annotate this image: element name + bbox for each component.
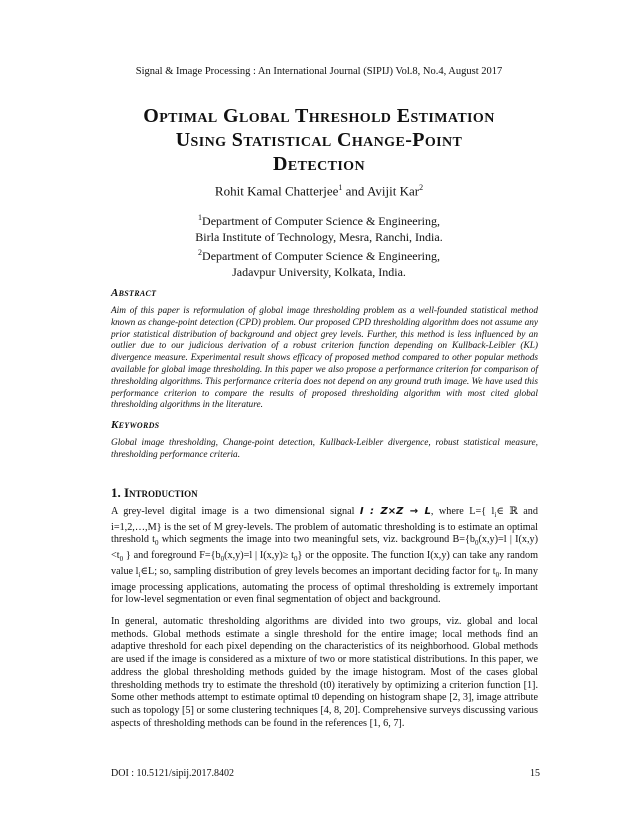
affil-2-sup: 2 bbox=[198, 248, 203, 257]
sub-0-1: 0 bbox=[154, 539, 159, 548]
sub-0-4: 0 bbox=[220, 555, 225, 564]
title-line-2: Using Statistical Change-Point bbox=[175, 129, 463, 151]
p1-text-g: (x,y)=l | I(x,y)≥ t bbox=[224, 550, 295, 562]
p1-text-e: (x,y)=l | I(x,y)<t bbox=[111, 534, 538, 562]
author-1: Rohit Kamal Chatterjee bbox=[214, 183, 339, 199]
keywords-heading: Keywords bbox=[111, 419, 160, 431]
p1-text-h: } or the opposite. The function I(x,y) can take any random value l bbox=[111, 550, 538, 577]
p1-text-b: , where L={ l bbox=[430, 506, 495, 517]
journal-header: Signal & Image Processing : An International Journal (SIPIJ) Vol.8, No.4, August 2017 bbox=[135, 66, 503, 77]
sub-i-2: i bbox=[138, 570, 141, 579]
sub-0-6: 0 bbox=[495, 570, 500, 579]
abstract-text: Aim of this paper is reformulation of global image thresholding problem as a well-founded statistical method known as change-point detection (CPD) problem. Our proposed CPD thresholding algorithm does not assume any prior statistical distribution of background and object grey levels. Further, this method is less influenced by an outlier due to our judicious derivation of a robust criterion function depending on Kullback-Leibler (KL) divergence measure. Experimental result shows efficacy of proposed method compared to other popular methods available for global image thresholding. In this paper we also propose a performance criterion for comparison of thresholding algorithms. This performance criteria does not depend on any ground truth image. We have used this performance criterion to compare the results of proposed thresholding algorithm with most cited global thresholding algorithms in the literature. bbox=[111, 306, 538, 411]
affil-2-line-2: Jadavpur University, Kolkata, India. bbox=[232, 264, 406, 279]
author-1-sup: 1 bbox=[338, 183, 343, 192]
p1-text-d: which segments the image into two meaningful sets, viz. background B={b bbox=[158, 534, 475, 546]
affiliations bbox=[0, 210, 638, 280]
author-and: and bbox=[342, 183, 367, 199]
affil-1-sup: 1 bbox=[198, 213, 203, 222]
author-2: Avijit Kar bbox=[366, 183, 420, 199]
intro-title: Introduction bbox=[124, 485, 198, 500]
p1-text-a: A grey-level digital image is a two dimensional signal bbox=[111, 506, 360, 517]
sub-0-5: 0 bbox=[294, 555, 298, 564]
signal-formula: I : Z×Z → L bbox=[359, 506, 431, 517]
sub-0-2: 0 bbox=[475, 539, 479, 548]
authors bbox=[0, 183, 638, 199]
paper-title bbox=[60, 104, 578, 176]
doi: DOI : 10.5121/sipij.2017.8402 bbox=[111, 768, 235, 779]
affil-2-line-1: Department of Computer Science & Engineering, bbox=[202, 249, 440, 263]
affil-1-line-2: Birla Institute of Technology, Mesra, Ranchi, India. bbox=[195, 229, 443, 244]
page-number: 15 bbox=[530, 768, 540, 779]
abstract-heading: Abstract bbox=[111, 287, 157, 299]
keywords-text: Global image thresholding, Change-point detection, Kullback-Leibler divergence, robust statistical measure, thresholding performance criteria. bbox=[111, 438, 538, 460]
sub-0-3: 0 bbox=[119, 555, 124, 564]
intro-paragraph-1 bbox=[111, 506, 538, 607]
p1-text-i: ∈L; so, sampling distribution of grey levels becomes an important deciding factor for t bbox=[140, 565, 496, 577]
p1-text-f: } and foreground F={b bbox=[123, 550, 221, 562]
title-line-3: Detection bbox=[273, 153, 365, 175]
title-line-1: Optimal Global Threshold Estimation bbox=[143, 105, 495, 127]
intro-heading bbox=[111, 485, 198, 501]
sub-i-1: i bbox=[494, 511, 497, 520]
author-2-sup: 2 bbox=[419, 183, 424, 192]
intro-number: 1. bbox=[111, 485, 121, 500]
p1-text-c: ∈ ℝ and i=1,2,…,M} is the set of M grey-levels. The problem of automatic thresholding is to estimate an optimal threshold t bbox=[111, 506, 538, 546]
intro-paragraph-2: In general, automatic thresholding algorithms are divided into two groups, viz. global and local methods. Global methods estimate a single threshold for the entire image; local methods find an adaptive threshold for each pixel depending on the characteristics of its neighborhood. Global methods are used if the image is considered as a mixture of two or more statistical distributions. In this paper, we address the global thresholding methods guided by the image histogram. Most of the cases global thresholding methods try to estimate the threshold (t0) iteratively by optimizing a criterion function [1]. Some other methods attempt to estimate optimal t0 depending on histogram shape [2, 3], image attribute such as topology [5] or some clustering techniques [4, 8, 20]. Comprehensive surveys discussing various aspects of thresholding methods can be found in the references [1, 6, 7]. bbox=[111, 616, 538, 729]
p1-text-j: . In many image processing applications, automating the process of optimal thresholding is extremely important for low-level segmentation or even final segmentation of object and background. bbox=[111, 565, 538, 606]
affil-1-line-1: Department of Computer Science & Engineering, bbox=[202, 214, 440, 228]
